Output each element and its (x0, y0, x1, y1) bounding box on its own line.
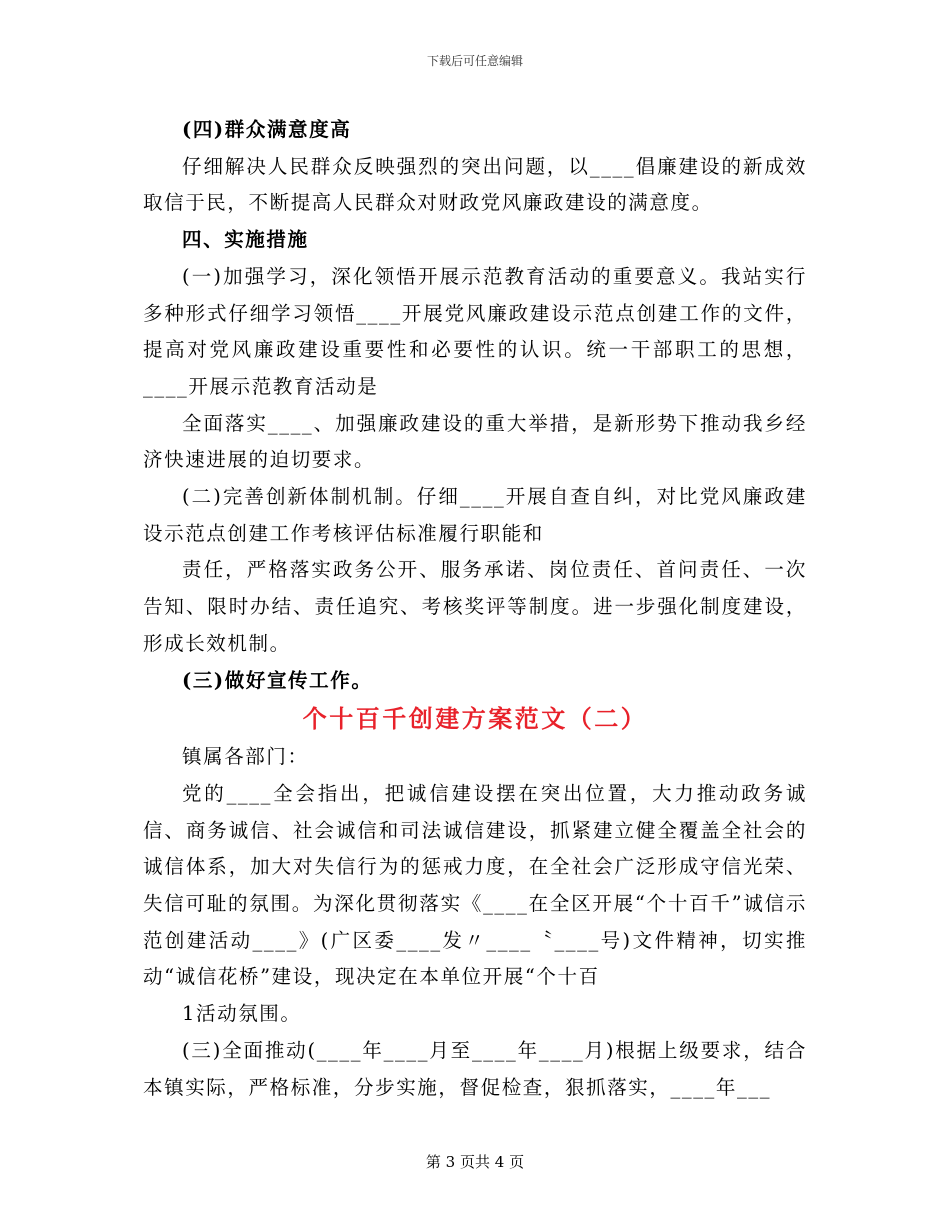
para-promote: (三)全面推动(____年____月至____年____月)根据上级要求，结合本镇实际，严格标准，分步实施，督促检查，狠抓落实，____年___ (143, 1038, 807, 1099)
para-atmosphere: 1活动氛围。 (182, 1002, 302, 1026)
para-satisfaction: 仔细解决人民群众反映强烈的突出问题，以____倡廉建设的新成效取信于民，不断提高人民群众对财政党风廉政建设的满意度。 (143, 154, 807, 215)
page-header: 下载后可任意编辑 (426, 54, 523, 68)
heading-measures: 四、实施措施 (182, 228, 309, 252)
para-responsibility: 责任，严格落实政务公开、服务承诺、岗位责任、首问责任、一次告知、限时办结、责任追究、考核奖评等制度。进一步强化制度建设，形成长效机制。 (143, 558, 807, 655)
para-study: (一)加强学习，深化领悟开展示范教育活动的重要意义。我站实行多种形式仔细学习领悟____开展党风廉政建设示范点创建工作的文件，提高对党风廉政建设重要性和必要性的认识。统一干部职工的思想，____开展示范教育活动是 (143, 264, 807, 398)
heading-si-satisfaction: (四)群众满意度高 (182, 118, 352, 141)
heading-publicity: (三)做好宣传工作。 (182, 668, 373, 692)
document-body (143, 112, 807, 1106)
section-title: 个十百千创建方案范文（二） (302, 704, 648, 734)
para-salutation: 镇属各部门： (182, 745, 309, 769)
page-footer: 第 3 页共 4 页 (425, 1153, 525, 1171)
para-system: (二)完善创新体制机制。仔细____开展自查自纠，对比党风廉政建设示范点创建工作考核评估标准履行职能和 (143, 485, 807, 545)
para-implement: 全面落实____、加强廉政建设的重大举措，是新形势下推动我乡经济快速进展的迫切要求。 (143, 411, 807, 472)
para-integrity: 党的____全会指出，把诚信建设摆在突出位置，大力推动政务诚信、商务诚信、社会诚信和司法诚信建设，抓紧建立健全覆盖全社会的诚信体系，加大对失信行为的惩戒力度，在全社会广泛形成守信光荣、失信可耻的氛围。为深化贯彻落实《____在全区开展“个十百千”诚信示范创建活动____》(广区委____发〃____〝____号)文件精神，切实推动“诚信花桥”建设，现决定在本单位开展“个十百 (143, 781, 807, 989)
